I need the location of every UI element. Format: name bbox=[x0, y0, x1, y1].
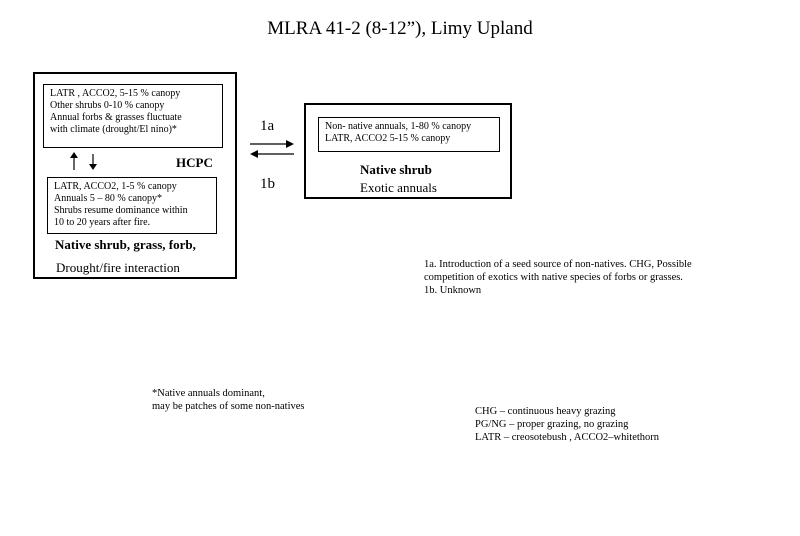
state2-subname: Exotic annuals bbox=[360, 180, 437, 195]
legend-line-1: CHG – continuous heavy grazing bbox=[475, 406, 616, 417]
legend-line-2: PG/NG – proper grazing, no grazing bbox=[475, 419, 629, 430]
state1-subname: Drought/fire interaction bbox=[56, 260, 180, 275]
legend-line-3: LATR – creosotebush , ACCO2–whitethorn bbox=[475, 432, 660, 443]
transition-note-1: 1a. Introduction of a seed source of non-natives. CHG, Possible bbox=[424, 259, 692, 270]
state1-top-line-1: LATR , ACCO2, 5-15 % canopy bbox=[50, 88, 181, 99]
transition-1b-label: 1b bbox=[260, 176, 275, 192]
footnote-line-1: *Native annuals dominant, bbox=[152, 388, 265, 399]
transition-note-3: 1b. Unknown bbox=[424, 285, 482, 296]
hcpc-label: HCPC bbox=[176, 155, 213, 170]
state1-bottom-line-1: LATR, ACCO2, 1-5 % canopy bbox=[54, 181, 177, 192]
state1-name: Native shrub, grass, forb, bbox=[55, 237, 196, 252]
state2-line-2: LATR, ACCO2 5-15 % canopy bbox=[325, 133, 451, 144]
transition-notes bbox=[424, 258, 692, 297]
state2-line-1: Non- native annuals, 1-80 % canopy bbox=[325, 121, 472, 132]
state2-community-box bbox=[318, 117, 500, 152]
arrow-left-icon bbox=[250, 150, 294, 158]
transition-1a-label: 1a bbox=[260, 118, 275, 134]
transition-arrows bbox=[250, 140, 294, 158]
state1-top-line-4: with climate (drought/El nino)* bbox=[50, 124, 177, 135]
state1-top-line-2: Other shrubs 0-10 % canopy bbox=[50, 100, 165, 111]
arrow-up-icon bbox=[70, 152, 78, 170]
legend bbox=[475, 405, 659, 444]
state1-community-box-bottom bbox=[47, 177, 217, 234]
state1-bottom-line-3: Shrubs resume dominance within bbox=[54, 205, 188, 216]
footnote bbox=[152, 387, 305, 413]
arrow-down-icon bbox=[89, 154, 97, 170]
state1-bottom-line-2: Annuals 5 – 80 % canopy* bbox=[54, 193, 163, 204]
arrow-right-icon bbox=[250, 140, 294, 148]
state2-name: Native shrub bbox=[360, 162, 432, 177]
state1-bottom-line-4: 10 to 20 years after fire. bbox=[54, 217, 151, 228]
state1-pathway-arrows bbox=[66, 152, 102, 172]
footnote-line-2: may be patches of some non-natives bbox=[152, 401, 305, 412]
state1-community-box-top bbox=[43, 84, 223, 148]
diagram-title: MLRA 41-2 (8-12”), Limy Upland bbox=[267, 18, 533, 39]
transition-note-2: competition of exotics with native species of forbs or grasses. bbox=[424, 272, 683, 283]
state1-top-line-3: Annual forbs & grasses fluctuate bbox=[50, 112, 182, 123]
